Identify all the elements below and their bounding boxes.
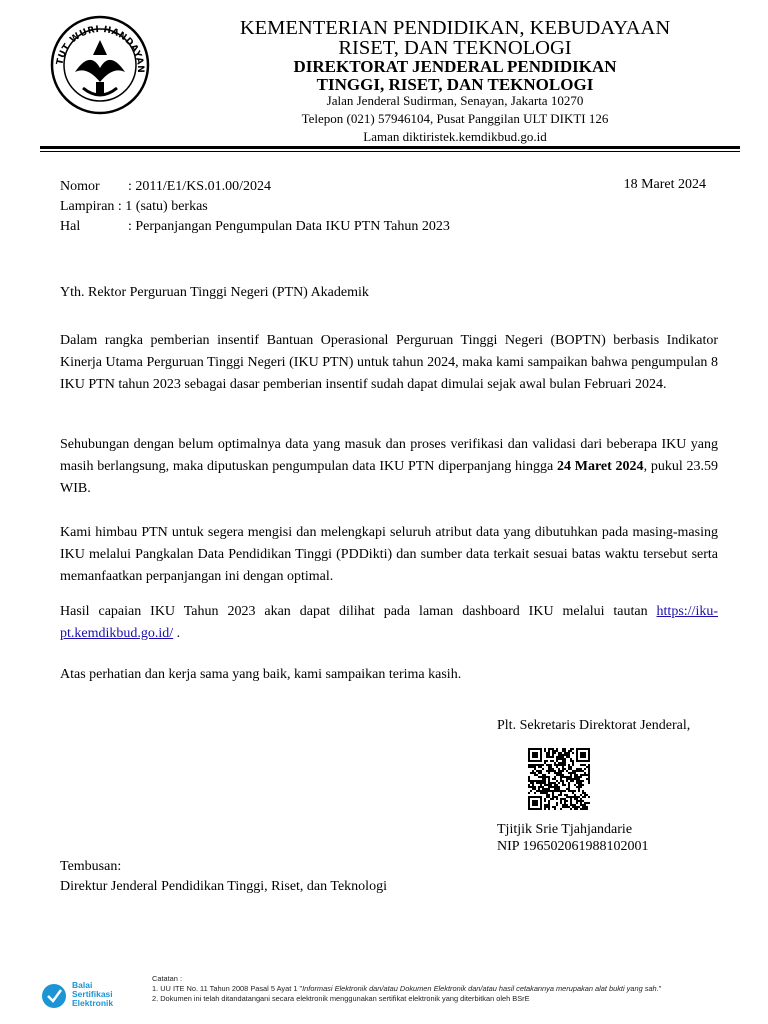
letterhead-rule-thick: [40, 146, 740, 149]
closing-paragraph: Atas perhatian dan kerja sama yang baik, kami sampaikan terima kasih.: [60, 667, 462, 682]
website: Laman diktiristek.kemdikbud.go.id: [363, 129, 547, 144]
svg-text:TUT WURI HANDAYANI: TUT WURI HANDAYAN: [55, 24, 146, 74]
hal-label: Hal: [60, 219, 81, 234]
nomor-row: [60, 177, 271, 197]
svg-text:Sertifikasi: Sertifikasi: [72, 989, 113, 999]
svg-text:Balai: Balai: [72, 980, 93, 990]
letter-date: 18 Maret 2024: [623, 177, 706, 192]
paragraph-1: Dalam rangka pemberian insentif Bantuan Operasional Perguruan Tinggi Negeri (BOPTN) berbasis Indikator Kinerja Utama Perguruan Tinggi Negeri (IKU PTN) untuk tahun 2024, maka kami sampaikan bahwa pengumpulan 8 IKU PTN tahun 2023 sebagai dasar pemberian insentif sudah dapat dimulai sejak awal bulan Februari 2024.: [60, 333, 718, 392]
svg-text:Elektronik: Elektronik: [72, 998, 114, 1008]
recipient: Yth. Rektor Perguruan Tinggi Negeri (PTN) Akademik: [60, 285, 369, 300]
lampiran-label: Lampiran: [60, 199, 115, 214]
footer-notes: [152, 974, 661, 1004]
paragraph-2-text-b: , pukul 23.59 WIB.: [60, 459, 719, 496]
tembusan-item: Direktur Jenderal Pendidikan Tinggi, Riset, dan Teknologi: [60, 879, 387, 894]
directorate-line2: TINGGI, RISET, DAN TEKNOLOGI: [316, 75, 594, 94]
ministry-name: [170, 18, 740, 58]
paragraph-2: [60, 434, 718, 500]
footer-note-2: 2. Dokumen ini telah ditandatangani secara elektronik menggunakan sertifikat elektronik yang diterbitkan oleh BSrE: [152, 994, 530, 1003]
hal-value: : Perpanjangan Pengumpulan Data IKU PTN Tahun 2023: [128, 219, 450, 234]
lampiran-value: : 1 (satu) berkas: [117, 199, 208, 214]
directorate-line1: DIREKTORAT JENDERAL PENDIDIKAN: [293, 57, 617, 76]
qr-code: [528, 748, 590, 810]
nomor-label: Nomor: [60, 179, 100, 194]
tembusan-label: Tembusan:: [60, 859, 122, 874]
paragraph-4: [60, 601, 718, 645]
paragraph-2-deadline: 24 Maret 2024: [556, 459, 644, 474]
footer-note-1: 1. UU ITE No. 11 Tahun 2008 Pasal 5 Ayat 1 "Informasi Elektronik dan/atau Dokumen Elektronik dan/atau hasil cetakannya merupakan alat bukti yang sah.": [152, 984, 662, 993]
directorate-name: [170, 58, 740, 94]
signatory-nip: NIP 196502061988102001: [497, 839, 649, 854]
ministry-line2: RISET, DAN TEKNOLOGI: [338, 37, 572, 59]
signatory-title: Plt. Sekretaris Direktorat Jenderal,: [497, 718, 691, 733]
paragraph-3: Kami himbau PTN untuk segera mengisi dan melengkapi seluruh atribut data yang dibutuhkan pada masing-masing IKU melalui Pangkalan Data Pendidikan Tinggi (PDDikti) dan sumber data terkait sesuai batas waktu tersebut serta memanfaatkan perpanjangan ini dengan optimal.: [60, 525, 718, 584]
hal-row: [60, 217, 450, 237]
bsre-logo: [40, 976, 140, 1016]
dashboard-link[interactable]: https://iku-pt.kemdikbud.go.id/: [60, 604, 718, 641]
paragraph-4-text-b: .: [173, 626, 181, 641]
nomor-value: : 2011/E1/KS.01.00/2024: [128, 179, 271, 194]
ministry-line1: KEMENTERIAN PENDIDIKAN, KEBUDAYAAN: [239, 17, 671, 39]
paragraph-2-text-a: Sehubungan dengan belum optimalnya data yang masuk dan proses verifikasi dan validasi dari beberapa IKU yang masih berlangsung, maka diputuskan pengumpulan data IKU PTN diperpanjang hingga: [60, 437, 718, 474]
tut-wuri-handayani-logo: [45, 10, 155, 120]
address: Jalan Jenderal Sudirman, Senayan, Jakarta 10270: [326, 93, 584, 108]
phone: Telepon (021) 57946104, Pusat Panggilan ULT DIKTI 126: [301, 111, 609, 126]
letterhead-rule-thin: [40, 151, 740, 152]
signatory-name: Tjitjik Srie Tjahjandarie: [497, 822, 633, 837]
catatan-label: Catatan :: [152, 974, 182, 983]
paragraph-4-text-a: Hasil capaian IKU Tahun 2023 akan dapat dilihat pada laman dashboard IKU melalui tautan: [60, 604, 657, 619]
lampiran-row: [60, 197, 208, 217]
